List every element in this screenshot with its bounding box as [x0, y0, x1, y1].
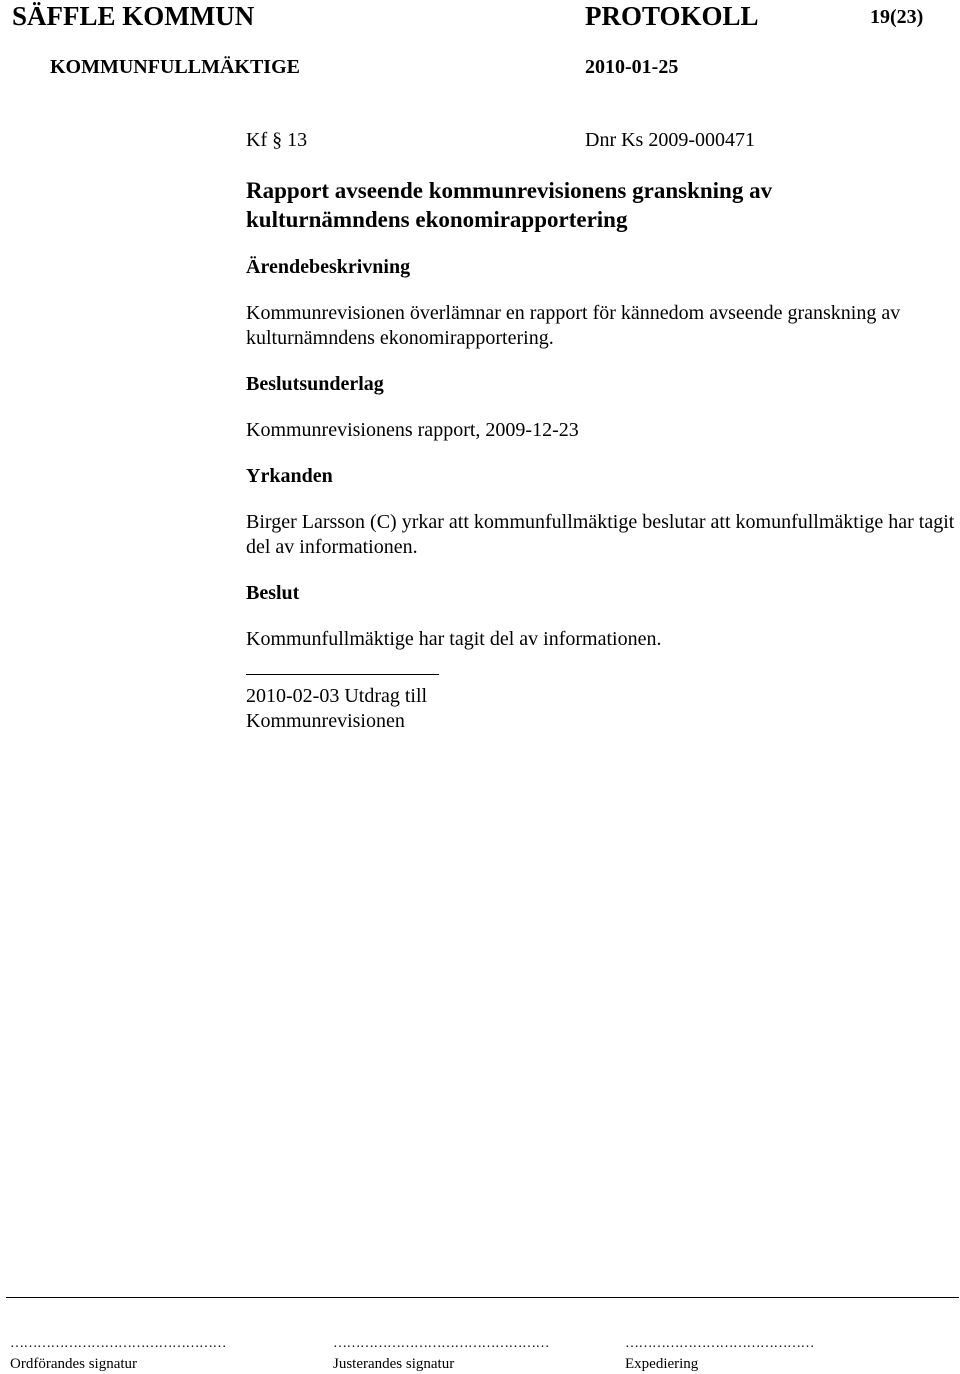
chair-signature-label: Ordförandes signatur: [10, 1356, 138, 1372]
adjuster-signature-label: Justerandes signatur: [333, 1356, 455, 1372]
description-text: Kommunrevisionen överlämnar en rapport för kännedom avseende granskning av kulturnämndens ekonomirapportering.: [246, 302, 901, 349]
distribution-line-2: Kommunrevisionen: [246, 710, 405, 732]
diary-number: Dnr Ks 2009-000471: [585, 129, 755, 151]
decision-heading: Beslut: [246, 582, 300, 604]
case-title: Rapport avseende kommunrevisionens granskning av kulturnämndens ekonomirapportering: [246, 178, 773, 232]
distribution-separator: [246, 674, 439, 675]
dispatch-dots: ……………………………………: [625, 1337, 814, 1351]
case-reference-row: [246, 128, 956, 156]
organization-name: SÄFFLE KOMMUN: [12, 1, 255, 31]
meeting-date: 2010-01-25: [585, 56, 679, 78]
adjuster-signature-dots: …………………………………………: [333, 1337, 549, 1351]
description-heading: Ärendebeskrivning: [246, 256, 411, 278]
document-type: PROTOKOLL: [585, 1, 759, 31]
footer-divider: [6, 1297, 959, 1298]
basis-heading: Beslutsunderlag: [246, 373, 384, 395]
basis-text: Kommunrevisionens rapport, 2009-12-23: [246, 419, 579, 441]
protocol-section: [246, 128, 956, 734]
governing-body: KOMMUNFULLMÄKTIGE: [50, 56, 300, 78]
case-paragraph-id: Kf § 13: [246, 129, 308, 151]
decision-text: Kommunfullmäktige har tagit del av informationen.: [246, 628, 662, 650]
motion-text: Birger Larsson (C) yrkar att kommunfullmäktige beslutar att komunfullmäktige har tagit del av informationen.: [246, 511, 955, 558]
dispatch-label: Expediering: [625, 1356, 699, 1372]
motion-heading: Yrkanden: [246, 465, 333, 487]
page-number: 19(23): [870, 6, 924, 28]
distribution-note: [246, 684, 956, 734]
distribution-line-1: 2010-02-03 Utdrag till: [246, 685, 428, 707]
chair-signature-dots: …………………………………………: [10, 1337, 226, 1351]
